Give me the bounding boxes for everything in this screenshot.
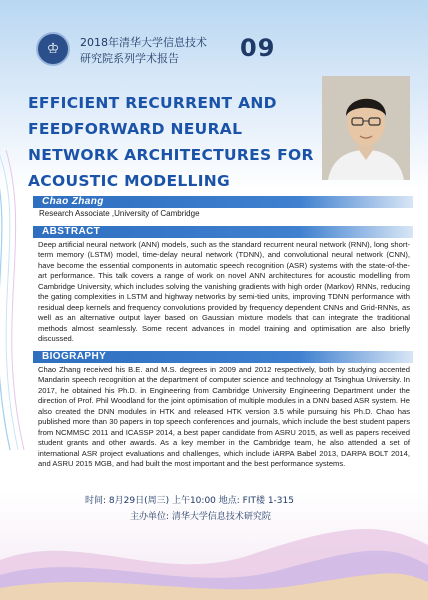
abstract-heading: ABSTRACT — [33, 226, 413, 238]
series-line1: 2018年清华大学信息技术 — [80, 36, 207, 49]
abstract-text: Deep artificial neural network (ANN) models, such as the standard recurrent neural network (RNN), long short-term memory (LSTM) model, time-delay neural network (TDNN), and convolutional neural network (CNN), have become the essential components in automatic speech recognition (ASR) systems with the state-of-the-art performance. This talk covers a range of work on novel ANN architectures for acoustic modelling from Cambridge University, which includes solving the vanishing gradients with high order (Markov) RNNs, reducing the gating complexities in LSTM and highway networks by semi-tied units, improving TDNN performance with residual deep kernels and frequency convolutions provided by frequency dependent CNNs and Grid-RNNs, as well as an alternative output layer based on Gaussian mixture models that can integrate the traditional methods almost seamlessly. Some recent advances in model training and optimisation are also briefly discussed. — [38, 240, 410, 344]
event-host: 主办单位: 清华大学信息技术研究院 — [130, 512, 271, 522]
speaker-portrait-icon — [322, 76, 410, 180]
left-line-decoration — [0, 150, 40, 450]
series-line2: 研究院系列学术报告 — [80, 52, 179, 65]
speaker-name-bar: Chao Zhang — [33, 196, 413, 208]
report-series-header — [36, 30, 336, 70]
series-number: 09 — [240, 34, 276, 62]
tsinghua-logo-icon: ♔ — [36, 32, 70, 66]
talk-title: EFFICIENT RECURRENT AND FEEDFORWARD NEURAL NETWORK ARCHITECTURES FOR ACOUSTIC MODELLING — [28, 94, 314, 190]
speaker-photo — [322, 76, 410, 180]
event-time-location: 时间: 8月29日(周三) 上午10:00 地点: FIT楼 1-315 — [85, 496, 294, 506]
biography-text: Chao Zhang received his B.E. and M.S. degrees in 2009 and 2012 respectively, both by studying accented Mandarin speech recognition at the department of computer science and technology at Tsinghua University. In 2017, he obtained his Ph.D. in Engineering from Cambridge University Engineering Department under the direction of Prof. Phil Woodland for the joint optimisation of multiple modules in a DNN based ASR system. He also created the DNN modules in HTK and released HTK version 3.5 while pursuing his Ph.D. Chao has published more than 30 papers in top speech conferences and journals, which include the best student papers from NCMMSC 2011 and ICASSP 2014, a best paper candidate from ASRU 2015, as well as papers received student grants and other awards. As a key member in the Cambridge team, he also attended a set of international ASR project evaluations and challenges, which include iARPA Babel 2013, DARPA BOLT 2014, and ASRU 2015 MGB, and had built the most important and the best performance systems. — [38, 365, 410, 469]
biography-heading: BIOGRAPHY — [33, 351, 413, 363]
speaker-affiliation: Research Associate ,University of Cambridge — [39, 209, 200, 218]
footer-wave-decoration — [0, 490, 428, 600]
